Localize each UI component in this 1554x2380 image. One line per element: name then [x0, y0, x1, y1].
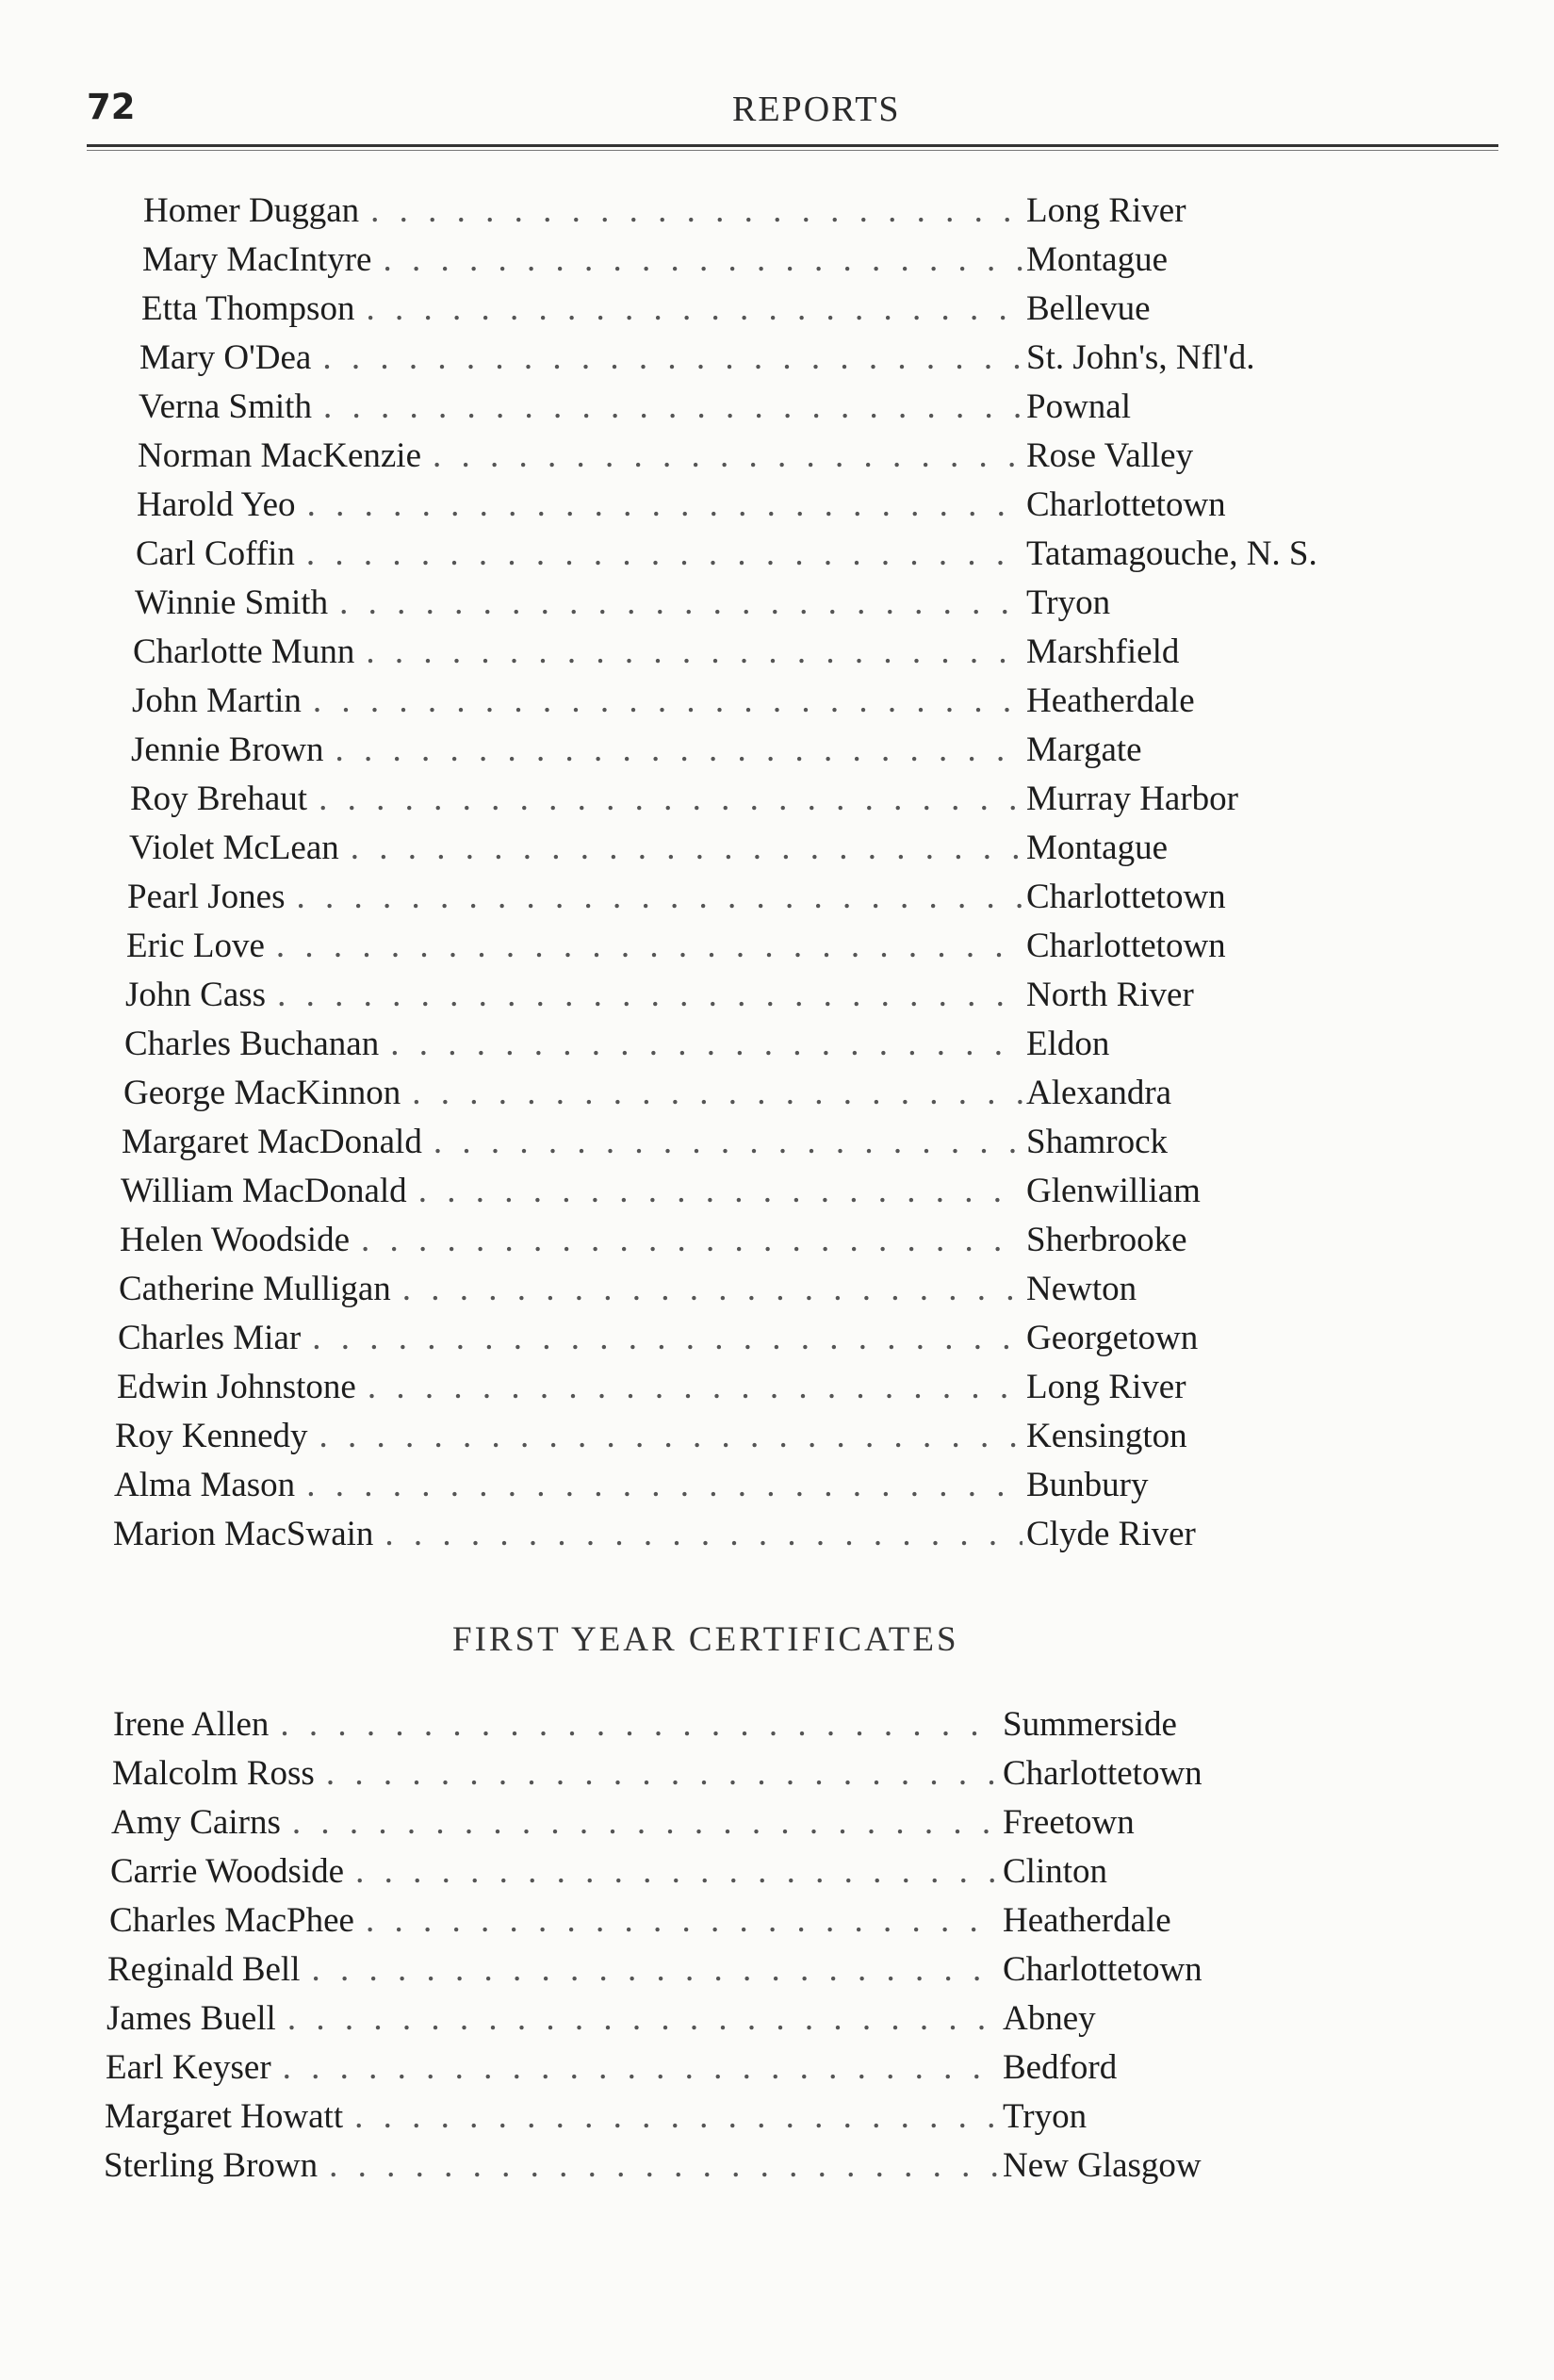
list-item [130, 779, 1246, 828]
place-name: Abney [1003, 1999, 1096, 2038]
person-name: James Buell [106, 1999, 276, 2038]
place-name: Clyde River [1026, 1515, 1196, 1553]
place-name: Rose Valley [1026, 436, 1194, 475]
place-name: Glenwilliam [1026, 1172, 1201, 1210]
place-name: Marshfield [1026, 632, 1180, 671]
person-name: Winnie Smith [135, 583, 329, 622]
place-name: Charlottetown [1003, 1950, 1202, 1989]
dot-leader [351, 828, 1022, 868]
dot-leader [370, 190, 1022, 231]
list-item [139, 337, 1263, 386]
running-head: REPORTS [732, 90, 901, 129]
list-item [141, 288, 1158, 337]
dot-leader [306, 1465, 1022, 1505]
list-item [124, 1024, 1117, 1073]
person-name: John Martin [132, 681, 302, 720]
dot-leader [433, 1122, 1022, 1162]
person-name: Edwin Johnstone [117, 1368, 356, 1406]
person-name: Margaret MacDonald [122, 1123, 422, 1161]
dot-leader [276, 926, 1022, 966]
list-item [104, 2145, 1209, 2194]
person-name: Margaret Howatt [105, 2097, 344, 2136]
header-rule-thin [87, 150, 1498, 151]
list-item [125, 975, 1202, 1024]
list-item [106, 1998, 1104, 2047]
list-item [110, 1851, 1115, 1900]
dot-leader [412, 1073, 1022, 1113]
dot-leader [280, 1704, 999, 1745]
place-name: Shamrock [1026, 1123, 1169, 1161]
list-item [123, 1073, 1179, 1122]
person-name: Charles MacPhee [109, 1901, 354, 1940]
person-name: Norman MacKenzie [138, 436, 422, 475]
list-item [129, 828, 1175, 877]
page-header [87, 87, 1500, 143]
dot-leader [306, 533, 1022, 574]
list-item [119, 1269, 1144, 1318]
dot-leader [312, 1949, 1000, 1990]
place-name: Charlottetown [1026, 927, 1226, 965]
dot-leader [368, 1367, 1022, 1407]
place-name: Tatamagouche, N. S. [1026, 534, 1317, 573]
list-item [133, 632, 1186, 681]
dot-leader [366, 288, 1022, 329]
dot-leader [361, 1220, 1022, 1260]
place-name: Summerside [1003, 1705, 1177, 1744]
dot-leader [322, 337, 1022, 378]
list-item [135, 583, 1118, 632]
list-item [138, 435, 1201, 484]
list-item [105, 2096, 1094, 2145]
list-item [109, 1900, 1179, 1949]
person-name: Etta Thompson [141, 289, 355, 328]
place-name: Long River [1026, 191, 1186, 230]
person-name: Malcolm Ross [112, 1754, 315, 1793]
person-name: Carl Coffin [136, 534, 295, 573]
person-name: Alma Mason [114, 1466, 296, 1504]
place-name: Pownal [1026, 387, 1131, 426]
person-name: Harold Yeo [137, 485, 296, 524]
list-item [114, 1465, 1156, 1514]
dot-leader [366, 1900, 999, 1941]
list-item [111, 1802, 1142, 1851]
person-name: Homer Duggan [143, 191, 360, 230]
place-name: Georgetown [1026, 1319, 1199, 1357]
person-name: Amy Cairns [111, 1803, 281, 1842]
person-name: Charles Miar [118, 1319, 302, 1357]
person-name: Roy Brehaut [130, 780, 308, 818]
list-item [113, 1704, 1185, 1753]
dot-leader [418, 1171, 1022, 1211]
list-item [143, 190, 1194, 239]
person-name: Eric Love [126, 927, 265, 965]
person-name: John Cass [125, 976, 267, 1014]
place-name: Montague [1026, 240, 1169, 279]
dot-leader [307, 484, 1022, 525]
person-name: Carrie Woodside [110, 1852, 345, 1891]
person-name: Helen Woodside [120, 1221, 350, 1259]
list-item [126, 926, 1234, 975]
place-name: Charlottetown [1003, 1754, 1202, 1793]
header-rule [87, 144, 1498, 147]
person-name: Irene Allen [113, 1705, 270, 1744]
dot-leader [319, 779, 1022, 819]
list-item [117, 1367, 1194, 1416]
place-name: Charlottetown [1026, 878, 1226, 916]
list-item [120, 1220, 1195, 1269]
list-item [113, 1514, 1203, 1563]
list-item [112, 1753, 1210, 1802]
list-item [106, 2047, 1124, 2096]
place-name: Bedford [1003, 2048, 1118, 2087]
place-name: Alexandra [1026, 1074, 1172, 1112]
dot-leader [313, 681, 1022, 721]
place-name: Heatherdale [1026, 681, 1195, 720]
dot-leader [292, 1802, 999, 1843]
dot-leader [355, 1851, 999, 1892]
list-item [136, 533, 1325, 583]
dot-leader [277, 975, 1022, 1015]
place-name: Bellevue [1026, 289, 1151, 328]
person-name: Reginald Bell [107, 1950, 301, 1989]
place-name: Newton [1026, 1270, 1137, 1308]
place-name: Charlottetown [1026, 485, 1226, 524]
place-name: Murray Harbor [1026, 780, 1238, 818]
place-name: Kensington [1026, 1417, 1187, 1455]
place-name: Freetown [1003, 1803, 1135, 1842]
dot-leader [384, 1514, 1022, 1554]
list-item [118, 1318, 1205, 1367]
dot-leader [354, 2096, 999, 2137]
dot-leader [287, 1998, 999, 2039]
list-item [107, 1949, 1210, 1998]
dot-leader [312, 1318, 1022, 1358]
place-name: Sherbrooke [1026, 1221, 1187, 1259]
list-item [131, 730, 1150, 779]
list-item [121, 1171, 1208, 1220]
person-name: Charlotte Munn [133, 632, 355, 671]
person-name: Jennie Brown [131, 730, 324, 769]
person-name: Marion MacSwain [113, 1515, 374, 1553]
section-heading-first-year: FIRST YEAR CERTIFICATES [452, 1620, 959, 1659]
place-name: Clinton [1003, 1852, 1108, 1891]
person-name: Roy Kennedy [115, 1417, 308, 1455]
place-name: Margate [1026, 730, 1142, 769]
dot-leader [335, 730, 1023, 770]
person-name: Catherine Mulligan [119, 1270, 391, 1308]
dot-leader [339, 583, 1022, 623]
dot-leader [329, 2145, 999, 2186]
dot-leader [366, 632, 1022, 672]
dot-leader [319, 1416, 1023, 1456]
place-name: New Glasgow [1003, 2146, 1202, 2185]
dot-leader [402, 1269, 1022, 1309]
dot-leader [433, 435, 1022, 476]
list-item [122, 1122, 1175, 1171]
place-name: St. John's, Nfl'd. [1026, 338, 1255, 377]
person-name: Sterling Brown [104, 2146, 319, 2185]
person-name: Charles Buchanan [124, 1025, 380, 1063]
person-name: Mary O'Dea [139, 338, 312, 377]
person-name: William MacDonald [121, 1172, 407, 1210]
place-name: Heatherdale [1003, 1901, 1171, 1940]
list-item [137, 484, 1234, 533]
place-name: Bunbury [1026, 1466, 1149, 1504]
page-number: 72 [87, 87, 136, 127]
dot-leader [326, 1753, 999, 1794]
place-name: Tryon [1003, 2097, 1088, 2136]
list-item [139, 386, 1138, 435]
list-item [132, 681, 1202, 730]
person-name: Verna Smith [139, 387, 312, 426]
dot-leader [383, 239, 1022, 280]
place-name: North River [1026, 976, 1194, 1014]
person-name: Violet McLean [129, 829, 339, 867]
place-name: Tryon [1026, 583, 1111, 622]
list-item [142, 239, 1175, 288]
dot-leader [283, 2047, 999, 2088]
person-name: Pearl Jones [127, 878, 286, 916]
person-name: Mary MacIntyre [142, 240, 372, 279]
place-name: Long River [1026, 1368, 1186, 1406]
list-item [127, 877, 1234, 926]
person-name: George MacKinnon [123, 1074, 401, 1112]
place-name: Montague [1026, 829, 1169, 867]
list-item [115, 1416, 1195, 1465]
dot-leader [323, 386, 1022, 427]
dot-leader [390, 1024, 1022, 1064]
dot-leader [297, 877, 1023, 917]
person-name: Earl Keyser [106, 2048, 271, 2087]
place-name: Eldon [1026, 1025, 1110, 1063]
